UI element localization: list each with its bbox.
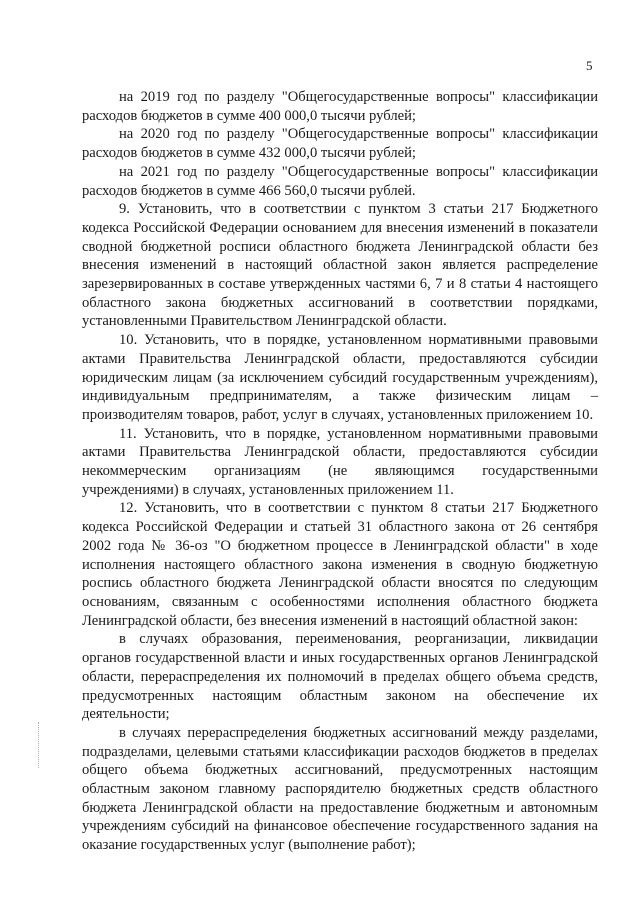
paragraph-2020: на 2020 год по разделу "Общегосударственные вопросы" классификации расходов бюджетов в сумме 432 000,0 тысячи рублей; (82, 126, 598, 162)
margin-mark (38, 722, 40, 768)
paragraph-2019: на 2019 год по разделу "Общегосударственные вопросы" классификации расходов бюджетов в сумме 400 000,0 тысячи рублей; (82, 89, 598, 124)
paragraph-item-10: 10. Установить, что в порядке, установленном нормативными правовыми актами Правительства Ленинградской области, предоставляются субсидии юридическим лицам (за исключением субсидий государственным учреждениям), индивидуальным предпринимателям, а также физическим лицам – производителям товаров, работ, услуг в случаях, установленных приложением 10. (82, 332, 598, 423)
paragraph-item-12-case-1: в случаях образования, переименования, реорганизации, ликвидации органов государственной власти и иных государственных органов Ленинградской области, перераспределения их полномочий в пределах общего объема средств, предусмотренных настоящим областным законом на обеспечение их деятельности; (82, 631, 598, 723)
page-number: 5 (586, 58, 593, 73)
paragraph-item-12-case-2: в случаях перераспределения бюджетных ассигнований между разделами, подразделами, целевыми статьями классификации расходов бюджетов в пределах общего объема бюджетных ассигнований, предусмотренных настоящим областным законом главному распорядителю бюджетных средств областного бюджета Ленинградской области на предоставление бюджетным и автономным учреждениям субсидий на финансовое обеспечение государственного задания на оказание государственных услуг (выполнение работ); (82, 724, 598, 854)
document-body (82, 88, 598, 855)
paragraph-item-12: 12. Установить, что в соответствии с пунктом 8 статьи 217 Бюджетного кодекса Российской Федерации и статьей 31 областного закона от 26 сентября 2002 года № 36-оз "О бюджетном процессе в Ленинградской области" в ходе исполнения настоящего областного закона изменения в сводную бюджетную роспись областного бюджета Ленинградской области вносятся по следующим основаниям, связанным с особенностями исполнения областного бюджета Ленинградской области, без внесения изменений в настоящий областной закон: (82, 500, 598, 629)
paragraph-item-9: 9. Установить, что в соответствии с пунктом 3 статьи 217 Бюджетного кодекса Российской Федерации основанием для внесения изменений в показатели сводной бюджетной росписи областного бюджета Ленинградской области без внесения изменений в настоящий областной закон является распределение зарезервированных в составе утвержденных частями 6, 7 и 8 статьи 4 настоящего областного закона бюджетных ассигнований в соответствии порядками, установленными Правительством Ленинградской области. (82, 201, 598, 330)
paragraph-2021: на 2021 год по разделу "Общегосударственные вопросы" классификации расходов бюджетов в сумме 466 560,0 тысячи рублей. (82, 163, 598, 199)
paragraph-item-11: 11. Установить, что в порядке, установленном нормативными правовыми актами Правительства Ленинградской области, предоставляются субсидии некоммерческим организациям (не являющимся государственными учреждениями) в случаях, установленных приложением 11. (82, 425, 598, 498)
